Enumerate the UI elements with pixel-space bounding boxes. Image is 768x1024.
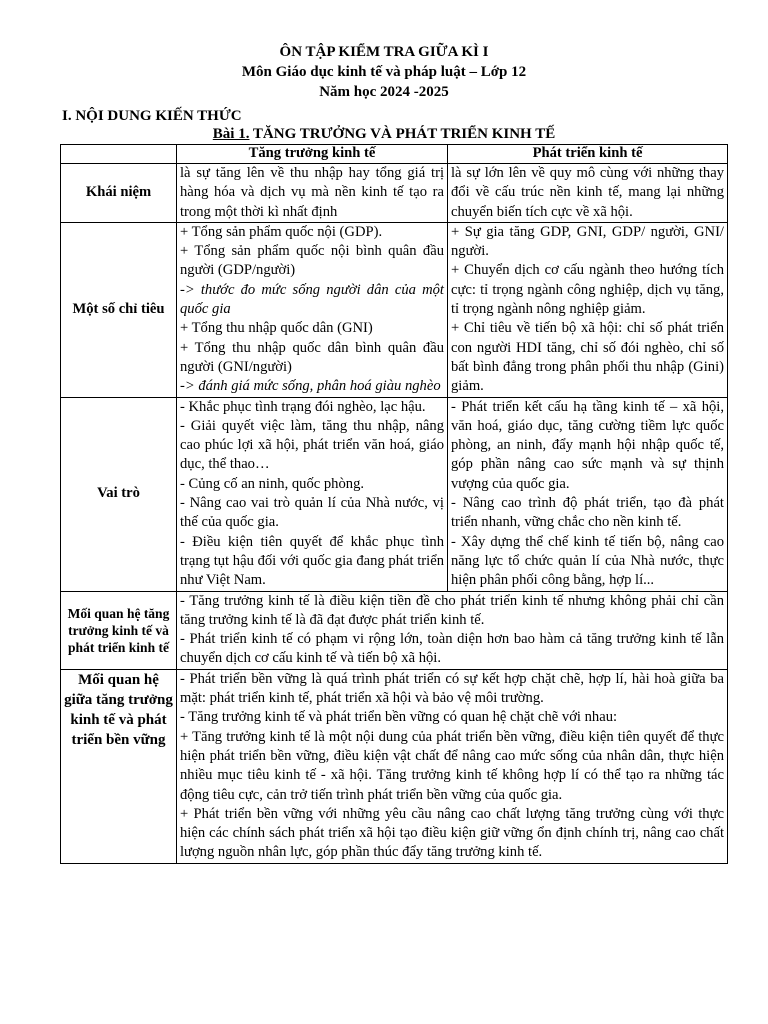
text-line: + Phát triển bền vững với những yêu cầu nâng cao chất lượng tăng trưởng cùng với thực hiện các chính sách phát triển xã hội tạo điều kiện giữ vững ổn định chính trị, nâng cao chất lượng nguồn nhân lực, góp phần thúc đẩy tăng trưởng kinh tế.	[180, 805, 724, 861]
row-label-indicators: Một số chỉ tiêu	[61, 222, 177, 397]
text-line: - Tăng trưởng kinh tế và phát triển bền vững có quan hệ chặt chẽ với nhau:	[180, 709, 618, 726]
comparison-table	[60, 144, 728, 864]
text-line: + Sự gia tăng GDP, GNI, GDP/ người, GNI/ người.	[451, 223, 724, 260]
corner-cell	[61, 145, 177, 164]
text-line: - Nâng cao vai trò quản lí của Nhà nước, vị thế của quốc gia.	[180, 495, 444, 531]
row-label-role: Vai trò	[61, 397, 177, 591]
text-line: - Phát triển kết cấu hạ tầng kinh tế – xã hội, văn hoá, giáo dục, tăng cường tiềm lực quốc phòng, an ninh, đẩy mạnh hội nhập quốc tế, góp phần nâng cao sức mạnh và sự thịnh vượng của quốc gia.	[451, 398, 724, 492]
lesson-label: Bài 1.	[212, 126, 250, 142]
text-line: - Nâng cao trình độ phát triển, tạo đà phát triển nhanh, vững chắc cho nền kinh tế.	[451, 495, 724, 531]
text-line: - Điều kiện tiên quyết để khắc phục tình trạng tụt hậu đối với quốc gia đang phát triển như Việt Nam.	[180, 533, 444, 589]
cell-role-development	[448, 397, 728, 591]
lesson-name: TĂNG TRƯỞNG VÀ PHÁT TRIỂN KINH TẾ	[249, 126, 556, 142]
text-line: - Khắc phục tình trạng đói nghèo, lạc hậu.	[180, 398, 426, 415]
text-line: - Xây dựng thể chế kinh tế tiến bộ, nâng cao năng lực tổ chức quản lí của Nhà nước, thực hiện phân phối công bằng, hợp lí...	[451, 533, 724, 589]
text-line: + Tổng sản phẩm quốc nội bình quân đầu người (GDP/người)	[180, 243, 444, 279]
col-header-growth: Tăng trưởng kinh tế	[177, 145, 448, 164]
cell-relation	[177, 591, 728, 669]
cell-concept-growth	[177, 164, 448, 223]
section-title: I. NỘI DUNG KIẾN THỨC	[62, 108, 242, 124]
text-line: + Chuyển dịch cơ cấu ngành theo hướng tích cực: tỉ trọng ngành công nghiệp, dịch vụ tăng, tỉ trọng ngành nông nghiệp giảm.	[451, 262, 724, 318]
text-line: là sự lớn lên về quy mô cùng với những thay đổi về cấu trúc nền kinh tế, mang lại những chuyển biến tích cực về xã hội.	[451, 165, 724, 220]
row-label-relation: Mối quan hệ tăng trưởng kinh tế và phát triển kinh tế	[61, 591, 177, 669]
text-line: - Củng cố an ninh, quốc phòng.	[180, 475, 365, 492]
cell-sustainable	[177, 669, 728, 863]
cell-role-growth	[177, 397, 448, 591]
text-line: + Tổng thu nhập quốc dân (GNI)	[180, 320, 373, 337]
cell-indicators-growth	[177, 222, 448, 397]
text-line: + Chỉ tiêu về tiến bộ xã hội: chỉ số phát triển con người HDI tăng, chỉ số đói nghèo, chỉ số bất bình đẳng trong phân phối thu nhập (Gini) giảm.	[451, 320, 724, 395]
table-row-relation	[61, 591, 728, 669]
text-line: - Phát triển kinh tế có phạm vi rộng lớn, toàn diện hơn bao hàm cả tăng trưởng kinh tế lẫn chuyển dịch cơ cấu kinh tế và tiến bộ xã hội.	[180, 631, 724, 667]
row-label-sustainable: Mối quan hệ giữa tăng trưởng kinh tế và phát triển bền vững	[61, 669, 177, 863]
text-line: + Tổng sản phẩm quốc nội (GDP).	[180, 223, 383, 240]
text-line-italic: -> đánh giá mức sống, phân hoá giàu nghèo	[180, 378, 441, 395]
col-header-development: Phát triển kinh tế	[448, 145, 728, 164]
text-line: - Giải quyết việc làm, tăng thu nhập, nâng cao phúc lợi xã hội, phát triển văn hoá, giáo dục, thể thao…	[180, 417, 444, 473]
text-line: - Tăng trưởng kinh tế là điều kiện tiền đề cho phát triển kinh tế nhưng không phải chỉ cần tăng trưởng kinh tế là đã đạt được phát triển kinh tế.	[180, 592, 724, 628]
table-row-concept	[61, 164, 728, 223]
document-year: Năm học 2024 -2025	[319, 84, 449, 100]
document-header	[0, 42, 768, 102]
text-line: - Phát triển bền vững là quá trình phát triển có sự kết hợp chặt chẽ, hợp lí, hài hoà giữa ba mặt: phát triển kinh tế, phát triển xã hội và bảo vệ môi trường.	[180, 670, 724, 707]
document-subject: Môn Giáo dục kinh tế và pháp luật – Lớp 12	[241, 64, 527, 80]
table-header-row	[61, 145, 728, 164]
table-row-indicators	[61, 222, 728, 397]
table-row-sustainable	[61, 669, 728, 863]
table-row-role	[61, 397, 728, 591]
lesson-title	[0, 124, 768, 144]
row-label-concept: Khái niệm	[61, 164, 177, 223]
text-line-italic: -> thước đo mức sống người dân của một quốc gia	[180, 281, 444, 318]
document-title: ÔN TẬP KIỂM TRA GIỮA KÌ I	[279, 44, 489, 60]
text-line: là sự tăng lên về thu nhập hay tổng giá trị hàng hóa và dịch vụ mà nền kinh tế tạo ra trong một thời kì nhất định	[180, 165, 444, 220]
cell-concept-development	[448, 164, 728, 223]
text-line: + Tổng thu nhập quốc dân bình quân đầu người (GNI/người)	[180, 339, 444, 375]
text-line: + Tăng trưởng kinh tế là một nội dung của phát triển bền vững, điều kiện tiên quyết để thực hiện phát triển bền vững, điều kiện vật chất để nâng cao mức sống của nhân dân, thực hiện nhiều mục tiêu kinh tế - xã hội. Tăng trưởng kinh tế không hợp lí có thể tạo ra những tác động tiêu cực, cản trở tiến trình phát triển bền vững của quốc gia.	[180, 728, 724, 803]
cell-indicators-development	[448, 222, 728, 397]
